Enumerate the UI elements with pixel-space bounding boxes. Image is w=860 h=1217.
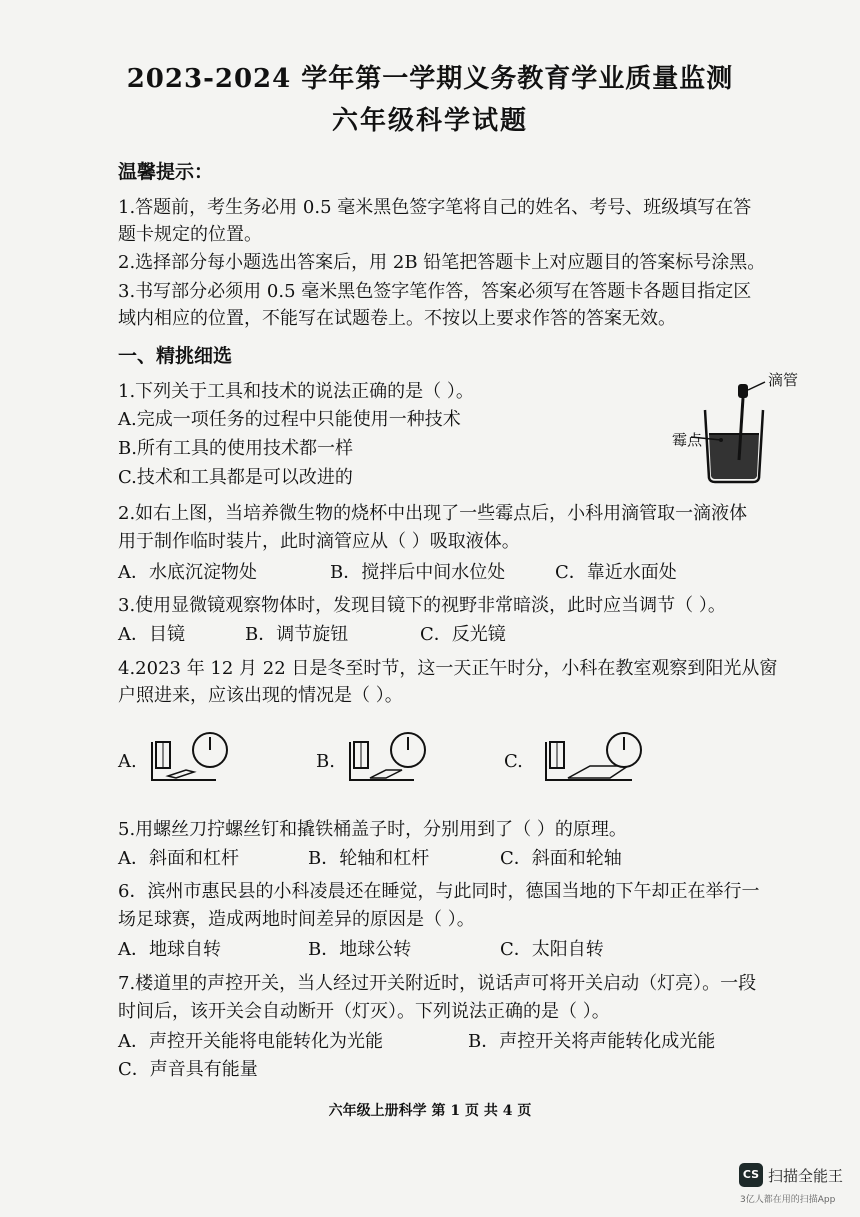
dropper-label: 滴管 <box>768 371 799 389</box>
section-heading: 一、精挑细选 <box>118 345 233 367</box>
notice-line-5: 域内相应的位置，不能写在试题卷上。不按以上要求作答的答案无效。 <box>118 308 676 329</box>
q5-stem: 5.用螺丝刀拧螺丝钉和撬铁桶盖子时，分别用到了（ ）的原理。 <box>118 819 627 840</box>
q7-stem-line2: 时间后，该开关会自动断开（灯灭）。下列说法正确的是（ ）。 <box>118 1001 610 1022</box>
q2-option-b: B．搅拌后中间水位处 <box>330 562 506 583</box>
q7-stem-line1: 7.楼道里的声控开关，当人经过开关附近时，说话声可将开关启动（灯亮）。一段 <box>118 973 757 994</box>
q4-stem-line1: 4.2023 年 12 月 22 日是冬至时节，这一天正午时分，小科在教室观察到阳光从窗 <box>118 658 778 679</box>
q4-figure-b <box>344 730 434 785</box>
exam-title: 2023-2024 学年第一学期义务教育学业质量监测 <box>126 64 734 94</box>
q1-stem: 1.下列关于工具和技术的说法正确的是（ ）。 <box>118 381 474 402</box>
q5-option-b: B．轮轴和杠杆 <box>308 848 430 869</box>
q2-option-c: C．靠近水面处 <box>555 562 677 583</box>
q1-option-c: C.技术和工具都是可以改进的 <box>118 467 353 488</box>
scanner-logo-icon: CS <box>739 1163 763 1187</box>
q3-option-a: A．目镜 <box>118 624 185 645</box>
q7-option-b: B．声控开关将声能转化成光能 <box>468 1031 716 1052</box>
q3-option-c: C．反光镜 <box>420 624 506 645</box>
q4-figure-a <box>146 730 236 785</box>
q6-option-c: C．太阳自转 <box>500 939 604 960</box>
q2-stem-line2: 用于制作临时装片，此时滴管应从（ ）吸取液体。 <box>118 531 520 552</box>
scanner-tagline: 3亿人都在用的扫描App <box>740 1195 836 1205</box>
q4-stem-line2: 户照进来，应该出现的情况是（ ）。 <box>118 685 403 706</box>
exam-subtitle: 六年级科学试题 <box>331 106 528 136</box>
page-footer: 六年级上册科学 第 1 页 共 4 页 <box>328 1103 532 1119</box>
notice-line-2: 题卡规定的位置。 <box>118 224 262 245</box>
q1-option-b: B.所有工具的使用技术都一样 <box>118 438 353 459</box>
q6-stem-line1: 6．滨州市惠民县的小科凌晨还在睡觉，与此同时，德国当地的下午却正在举行一 <box>118 881 760 902</box>
notice-line-4: 3.书写部分必须用 0.5 毫米黑色签字笔作答，答案必须写在答题卡各题目指定区 <box>118 281 752 302</box>
q4-figure-c <box>540 730 650 785</box>
q3-stem: 3.使用显微镜观察物体时，发现目镜下的视野非常暗淡，此时应当调节（ ）。 <box>118 595 726 616</box>
q6-stem-line2: 场足球赛，造成两地时间差异的原因是（ ）。 <box>118 909 475 930</box>
q2-option-a: A．水底沉淀物处 <box>118 562 257 583</box>
mold-spot-label: 霉点 <box>672 431 703 449</box>
q6-option-b: B．地球公转 <box>308 939 412 960</box>
q4-option-c-label: C. <box>504 751 523 772</box>
q5-option-c: C．斜面和轮轴 <box>500 848 622 869</box>
notice-line-3: 2.选择部分每小题选出答案后，用 2B 铅笔把答题卡上对应题目的答案标号涂黑。 <box>118 252 766 273</box>
q7-option-c: C．声音具有能量 <box>118 1059 258 1080</box>
q4-option-b-label: B. <box>316 751 335 772</box>
notice-heading: 温馨提示： <box>118 161 214 183</box>
notice-line-1: 1.答题前，考生务必用 0.5 毫米黑色签字笔将自己的姓名、考号、班级填写在答 <box>118 197 752 218</box>
q2-stem-line1: 2.如右上图，当培养微生物的烧杯中出现了一些霉点后，小科用滴管取一滴液体 <box>118 503 748 524</box>
q4-option-a-label: A. <box>118 751 137 772</box>
q3-option-b: B．调节旋钮 <box>245 624 349 645</box>
q1-option-a: A.完成一项任务的过程中只能使用一种技术 <box>118 409 461 430</box>
scanner-app-name: 扫描全能王 <box>768 1167 844 1185</box>
q6-option-a: A．地球自转 <box>118 939 221 960</box>
q7-option-a: A．声控开关能将电能转化为光能 <box>118 1031 383 1052</box>
q5-option-a: A．斜面和杠杆 <box>118 848 239 869</box>
